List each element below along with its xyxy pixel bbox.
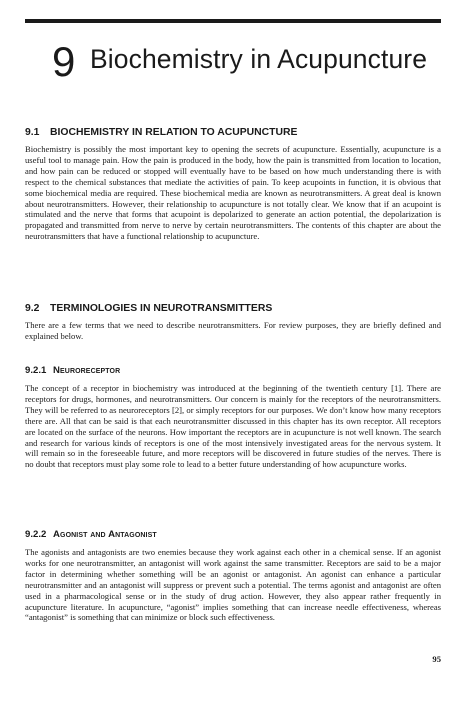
section-number: 9.2	[25, 303, 40, 314]
section-paragraph: There are a few terms that we need to describe neurotransmitters. For review purposes, they are briefly defined and explained below.	[25, 320, 441, 341]
subsection-paragraph: The agonists and antagonists are two enemies because they work against each other in a chemical sense. If an agonist works for one neurotransmitter, an antagonist will work against the same transmitter. Receptors are said to be a major factor in determining whether something will be an agonist or antagonist. An agonist can enhance a particular neurotransmitter and an antagonist will suppress or prevent such a potential. The terms agonist and antagonist are often used in a pharmacological sense or in the study of drug action. However, they also appear rather frequently in acupuncture literature. In acupuncture, “agonist” implies something that can increase needle effectiveness, whereas “antagonist” is something that can minimize or block such effectiveness.	[25, 547, 441, 623]
chapter-top-rule	[25, 19, 441, 23]
section-heading	[25, 126, 297, 139]
subsection-heading	[25, 365, 120, 377]
section-title: BIOCHEMISTRY IN RELATION TO ACUPUNCTURE	[50, 127, 298, 138]
page-number: 95	[432, 654, 441, 664]
subsection-title: Agonist and Antagonist	[53, 529, 157, 540]
chapter-number: 9	[52, 38, 76, 85]
subsection-paragraph: The concept of a receptor in biochemistry was introduced at the beginning of the twentieth century [1]. There are receptors for drugs, hormones, and neurotransmitters. Our concern is mainly for the receptors of the neurotransmitters. They will be referred to as neuroreceptors [2], or simply receptors for our purposes. We don’t know how many receptors there are. All that can be said is that each neurotransmitter discussed in this chapter has its own receptor. All receptors are located on the surface of the neurons. How important the receptors are in acupuncture is not well known. The search and research for various kinds of receptors is one of the most intensively investigated areas for the nervous system. It will remain so in the foreseeable future, and more receptors will be discovered in future studies of the nerves. There is no doubt that receptors must play some role to lead to a better future understanding of how acupuncture works.	[25, 383, 441, 470]
subsection-number: 9.2.1	[25, 365, 47, 376]
subsection-title: Neuroreceptor	[53, 365, 121, 376]
section-heading	[25, 302, 272, 315]
section-title: TERMINOLOGIES IN NEUROTRANSMITTERS	[50, 303, 273, 314]
subsection-number: 9.2.2	[25, 529, 47, 540]
section-number: 9.1	[25, 127, 40, 138]
section-paragraph: Biochemistry is possibly the most important key to opening the secrets of acupuncture. Essentially, acupuncture is a useful tool to manage pain. How the pain is produced in the body, how the pain is transmitted from location to location, and how pain can be reduced or stopped will eventually have to be based on how much understanding there is with respect to the chemical substances that mediate the activities of pain. To keep acupoints in function, it is obvious that some biochemical media are required. These biochemical media are known as neurotransmitters. A great deal is known about neurotransmitters. However, their relationship to acupuncture is not totally clear. We know that if an acupoint is stimulated and the nerve that forms that acupoint is depolarized to generate an action potential, the depolarization is propagated and transmitted from nerve to nerve by certain neurotransmitters. The contents of this chapter are about the neurotransmitters that have a functional relationship to acupuncture.	[25, 144, 441, 242]
chapter-title: Biochemistry in Acupuncture	[90, 44, 428, 74]
subsection-heading	[25, 529, 157, 541]
